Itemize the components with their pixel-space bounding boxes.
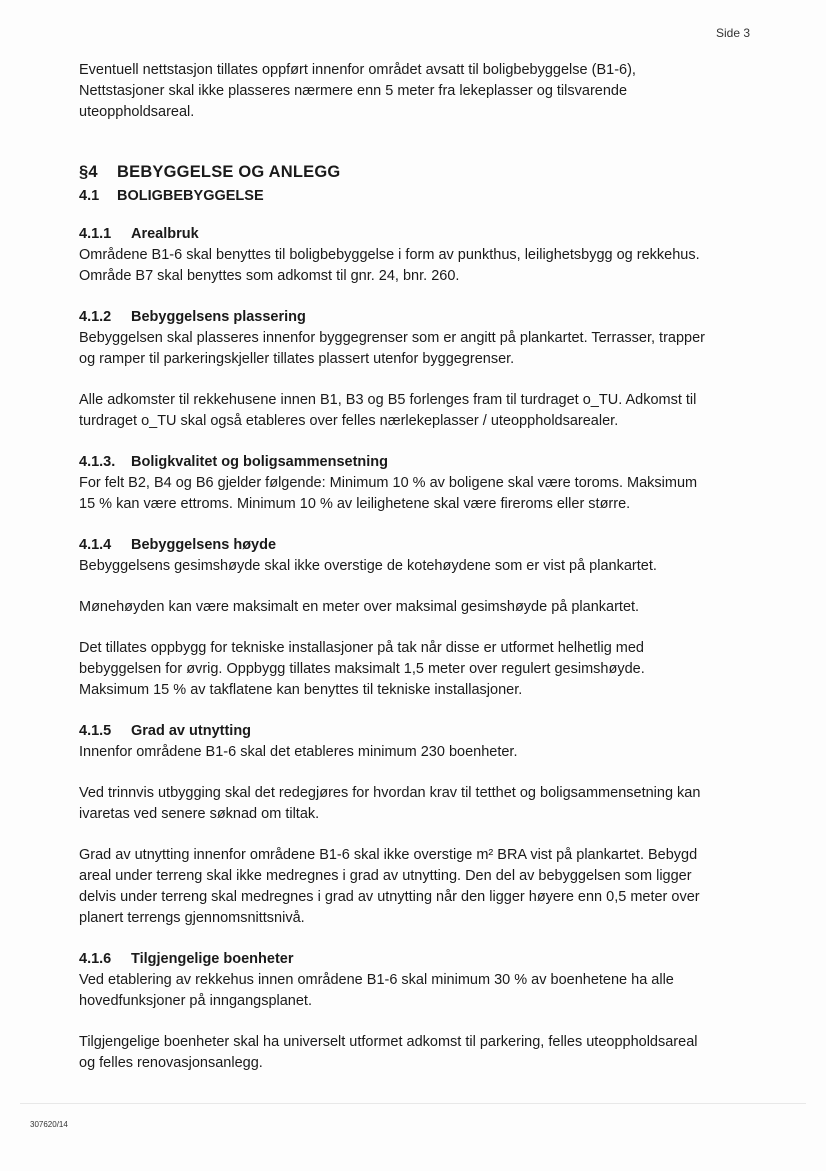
text-line: Bebyggelsen skal plasseres innenfor byggegrenser som er angitt på plankartet. Terrasser, trapper — [79, 330, 705, 346]
text-line: og ramper til parkeringskjeller tillates plassert utenfor byggegrenser. — [79, 351, 515, 367]
section-4-1-2 — [79, 307, 755, 432]
text-line: Eventuell nettstasjon tillates oppført innenfor området avsatt til boligbebyggelse (B1-6), — [79, 62, 636, 78]
text-line: Mønehøyden kan være maksimalt en meter over maksimal gesimshøyde på plankartet. — [79, 599, 640, 615]
text-line: Alle adkomster til rekkehusene innen B1, B3 og B5 forlenges fram til turdraget o_TU. Adkomst til — [79, 392, 697, 408]
clause-heading: 4.1.2 Bebyggelsens plassering — [79, 309, 306, 325]
text-line: Maksimum 15 % av takflatene kan benyttes til tekniske installasjoner. — [79, 682, 523, 698]
text-line: For felt B2, B4 og B6 gjelder følgende: Minimum 10 % av boligene skal være toroms. Maksimum — [79, 475, 698, 491]
clause-heading: 4.1.5 Grad av utnytting — [79, 723, 252, 739]
text-line: Nettstasjoner skal ikke plasseres nærmere enn 5 meter fra lekeplasser og tilsvarende — [79, 83, 628, 99]
section-4-1-4 — [79, 535, 755, 701]
text-line: Innenfor områdene B1-6 skal det etableres minimum 230 boenheter. — [79, 744, 518, 760]
text-line: ivaretas ved senere søknad om tiltak. — [79, 806, 320, 822]
section-4-1-3 — [79, 452, 755, 515]
text-line: uteoppholdsareal. — [79, 104, 195, 120]
section-4-1-5 — [79, 721, 755, 929]
text-line: Tilgjengelige boenheter skal ha universelt utformet adkomst til parkering, felles uteoppholdsareal — [79, 1034, 698, 1050]
page-number: Side 3 — [715, 26, 750, 40]
text-line: planert terrengs gjennomsnittsnivå. — [79, 910, 305, 926]
text-line: Område B7 skal benyttes som adkomst til gnr. 24, bnr. 260. — [79, 268, 460, 284]
section-4-1-1 — [79, 224, 755, 287]
text-line: hovedfunksjoner på inngangsplanet. — [79, 993, 312, 1009]
clause-heading: 4.1.6 Tilgjengelige boenheter — [79, 951, 294, 967]
intro-paragraph — [79, 60, 755, 123]
section-heading: §4 BEBYGGELSE OG ANLEGG — [79, 163, 341, 181]
text-line: Bebyggelsens gesimshøyde skal ikke overstige de kotehøydene som er vist på plankartet. — [79, 558, 657, 574]
document-body — [79, 60, 755, 1094]
clause-heading: 4.1.1 Arealbruk — [79, 226, 199, 242]
text-line: 15 % kan være ettroms. Minimum 10 % av leilighetene skal være fireroms eller større. — [79, 496, 631, 512]
subsection-heading: 4.1 BOLIGBEBYGGELSE — [79, 188, 264, 204]
text-line: Grad av utnytting innenfor områdene B1-6 skal ikke overstige m² BRA vist på plankartet. Bebygd — [79, 847, 698, 863]
text-line: Ved trinnvis utbygging skal det redegjøres for hvordan krav til tetthet og boligsammensetning kan — [79, 785, 701, 801]
text-line: Ved etablering av rekkehus innen områdene B1-6 skal minimum 30 % av boenhetene ha alle — [79, 972, 674, 988]
document-code: 307620/14 — [30, 1120, 68, 1129]
section-4-1-6 — [79, 949, 755, 1074]
text-line: bebyggelsen for øvrig. Oppbygg tillates maksimalt 1,5 meter over regulert gesimshøyde. — [79, 661, 645, 677]
clause-heading: 4.1.4 Bebyggelsens høyde — [79, 537, 277, 553]
text-line: Områdene B1-6 skal benyttes til boligbebyggelse i form av punkthus, leilighetsbygg og rekkehus. — [79, 247, 700, 263]
text-line: Det tillates oppbygg for tekniske installasjoner på tak når disse er utformet helhetlig med — [79, 640, 644, 656]
text-line: og felles renovasjonsanlegg. — [79, 1055, 263, 1071]
clause-heading: 4.1.3. Boligkvalitet og boligsammensetning — [79, 454, 389, 470]
text-line: areal under terreng skal ikke medregnes i grad av utnytting. Den del av bebyggelsen som ligger — [79, 868, 692, 884]
text-line: delvis under terreng skal medregnes i grad av utnytting når den ligger høyere enn 0,5 meter over — [79, 889, 700, 905]
footer-divider — [20, 1103, 806, 1104]
text-line: turdraget o_TU skal også etableres over felles nærlekeplasser / uteoppholdsarealer. — [79, 413, 619, 429]
